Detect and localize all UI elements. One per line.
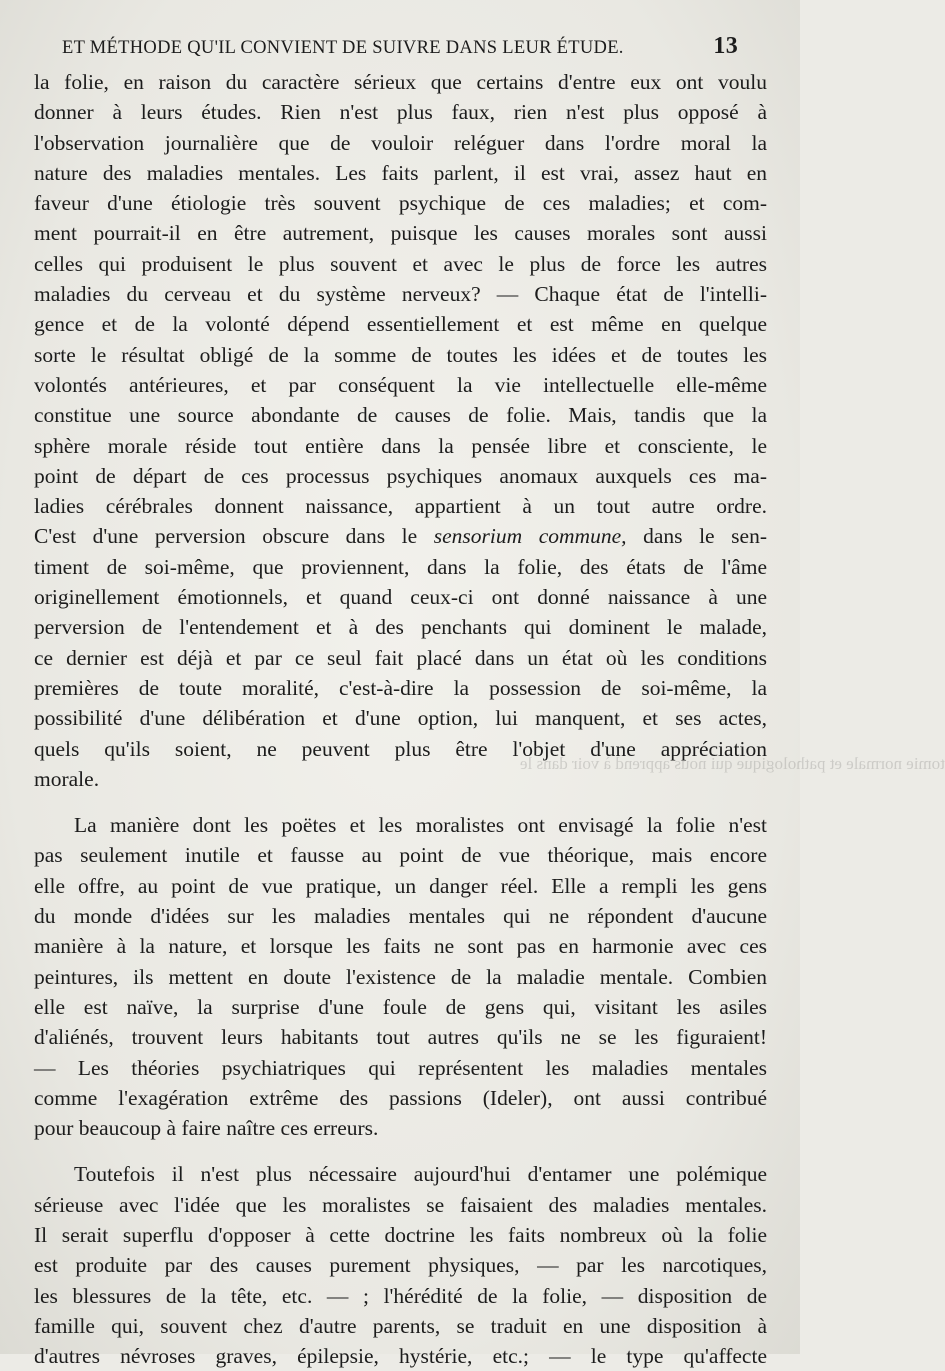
paragraph-1 xyxy=(34,67,767,794)
text-line: celles qui produisent le plus souvent et avec le plus de force les autres xyxy=(34,251,767,276)
text-line: constitue une source abondante de causes de folie. Mais, tandis que la xyxy=(34,403,767,428)
text-line: les blessures de la tête, etc. — ; l'hérédité de la folie, — disposition de xyxy=(34,1283,767,1308)
running-head-title: ET MÉTHODE QU'IL CONVIENT DE SUIVRE DANS LEUR ÉTUDE. xyxy=(62,38,624,58)
text-line: elle est naïve, la surprise d'une foule de gens qui, visitant les asiles xyxy=(34,994,767,1019)
text-line: possibilité d'une délibération et d'une option, lui manquent, et ses actes, xyxy=(34,706,767,731)
text-line: peintures, ils mettent en doute l'existence de la maladie mentale. Combien xyxy=(34,964,767,989)
text-line: comme l'exagération extrême des passions (Ideler), ont aussi contribué xyxy=(34,1085,767,1110)
text-line: elle offre, au point de vue pratique, un danger réel. Elle a rempli les gens xyxy=(34,873,767,898)
text-line: volontés antérieures, et par conséquent la vie intellectuelle elle-même xyxy=(34,372,767,397)
text-line: Toutefois il n'est plus nécessaire aujourd'hui d'entamer une polémique xyxy=(74,1162,767,1187)
text-line: quels qu'ils soient, ne peuvent plus être l'objet d'une appréciation xyxy=(34,736,767,761)
text-line: donner à leurs études. Rien n'est plus faux, rien n'est plus opposé à xyxy=(34,100,767,125)
text-line: ladies cérébrales donnent naissance, appartient à un tout autre ordre. xyxy=(34,494,767,519)
running-head xyxy=(62,34,738,60)
text-line: du monde d'idées sur les maladies mentales qui ne répondent d'aucune xyxy=(34,904,767,929)
paragraph-3 xyxy=(34,1159,767,1371)
text-line: sphère morale réside tout entière dans la pensée libre et consciente, le xyxy=(34,433,767,458)
body-text xyxy=(34,67,767,1371)
text-line: d'autres névroses graves, épilepsie, hystérie, etc.; — le type qu'affecte xyxy=(34,1344,767,1369)
text-line: nature des maladies mentales. Les faits parlent, il est vrai, assez haut en xyxy=(34,160,767,185)
text-line: ment pourrait-il en être autrement, puisque les causes morales sont aussi xyxy=(34,221,767,246)
text-line: la folie, en raison du caractère sérieux que certains d'entre eux ont voulu xyxy=(34,70,767,94)
text-line: Il serait superflu d'opposer à cette doctrine les faits nombreux où la folie xyxy=(34,1222,767,1247)
text-line: manière à la nature, et lorsque les faits ne sont pas en harmonie avec ces xyxy=(34,934,767,959)
text-line: La manière dont les poëtes et les moralistes ont envisagé la folie n'est xyxy=(74,813,767,838)
text-line: perversion de l'entendement et à des penchants qui dominent le malade, xyxy=(34,615,767,640)
text-line: d'aliénés, trouvent leurs habitants tout autres qu'ils ne se les figuraient! xyxy=(34,1025,767,1050)
text-line: originellement émotionnels, et quand ceux-ci ont donné naissance à une xyxy=(34,585,767,610)
text-line: point de départ de ces processus psychiques anomaux auxquels ces ma- xyxy=(34,463,767,488)
italic-term: sensorium commune, xyxy=(433,524,627,549)
text-line: l'observation journalière que de vouloir reléguer dans l'ordre moral la xyxy=(34,130,767,155)
show-through-text: tomie normale et pathologique qui nous apprend à voir dans le xyxy=(520,754,945,773)
page-number: 13 xyxy=(713,33,738,59)
text-line: sorte le résultat obligé de la somme de toutes les idées et de toutes les xyxy=(34,342,767,367)
text-line: premières de toute moralité, c'est-à-dire la possession de soi-même, la xyxy=(34,675,767,700)
text-line: ce dernier est déjà et par ce seul fait placé dans un état où les conditions xyxy=(34,645,767,670)
text-line: morale. xyxy=(34,766,100,791)
text-line: gence et de la volonté dépend essentiellement et est même en quelque xyxy=(34,312,767,337)
text-line: sérieuse avec l'idée que les moralistes se faisaient des maladies mentales. xyxy=(34,1192,767,1217)
text-line: faveur d'une étiologie très souvent psychique de ces maladies; et com- xyxy=(34,191,767,216)
text-line-with-italic: C'est d'une perversion obscure dans le sensorium commune, dans le sen- xyxy=(34,524,767,549)
text-line: famille qui, souvent chez d'autre parents, se traduit en une disposition à xyxy=(34,1313,767,1338)
text-line: pour beaucoup à faire naître ces erreurs. xyxy=(34,1116,379,1141)
text-line: timent de soi-même, que proviennent, dans la folie, des états de l'âme xyxy=(34,554,767,579)
text-line: pas seulement inutile et fausse au point de vue théorique, mais encore xyxy=(34,843,767,868)
text-line: est produite par des causes purement physiques, — par les narcotiques, xyxy=(34,1253,767,1278)
text-line: maladies du cerveau et du système nerveux? — Chaque état de l'intelli- xyxy=(34,282,767,307)
paragraph-2 xyxy=(34,810,767,1143)
text-line: — Les théories psychiatriques qui représentent les maladies mentales xyxy=(34,1055,767,1080)
